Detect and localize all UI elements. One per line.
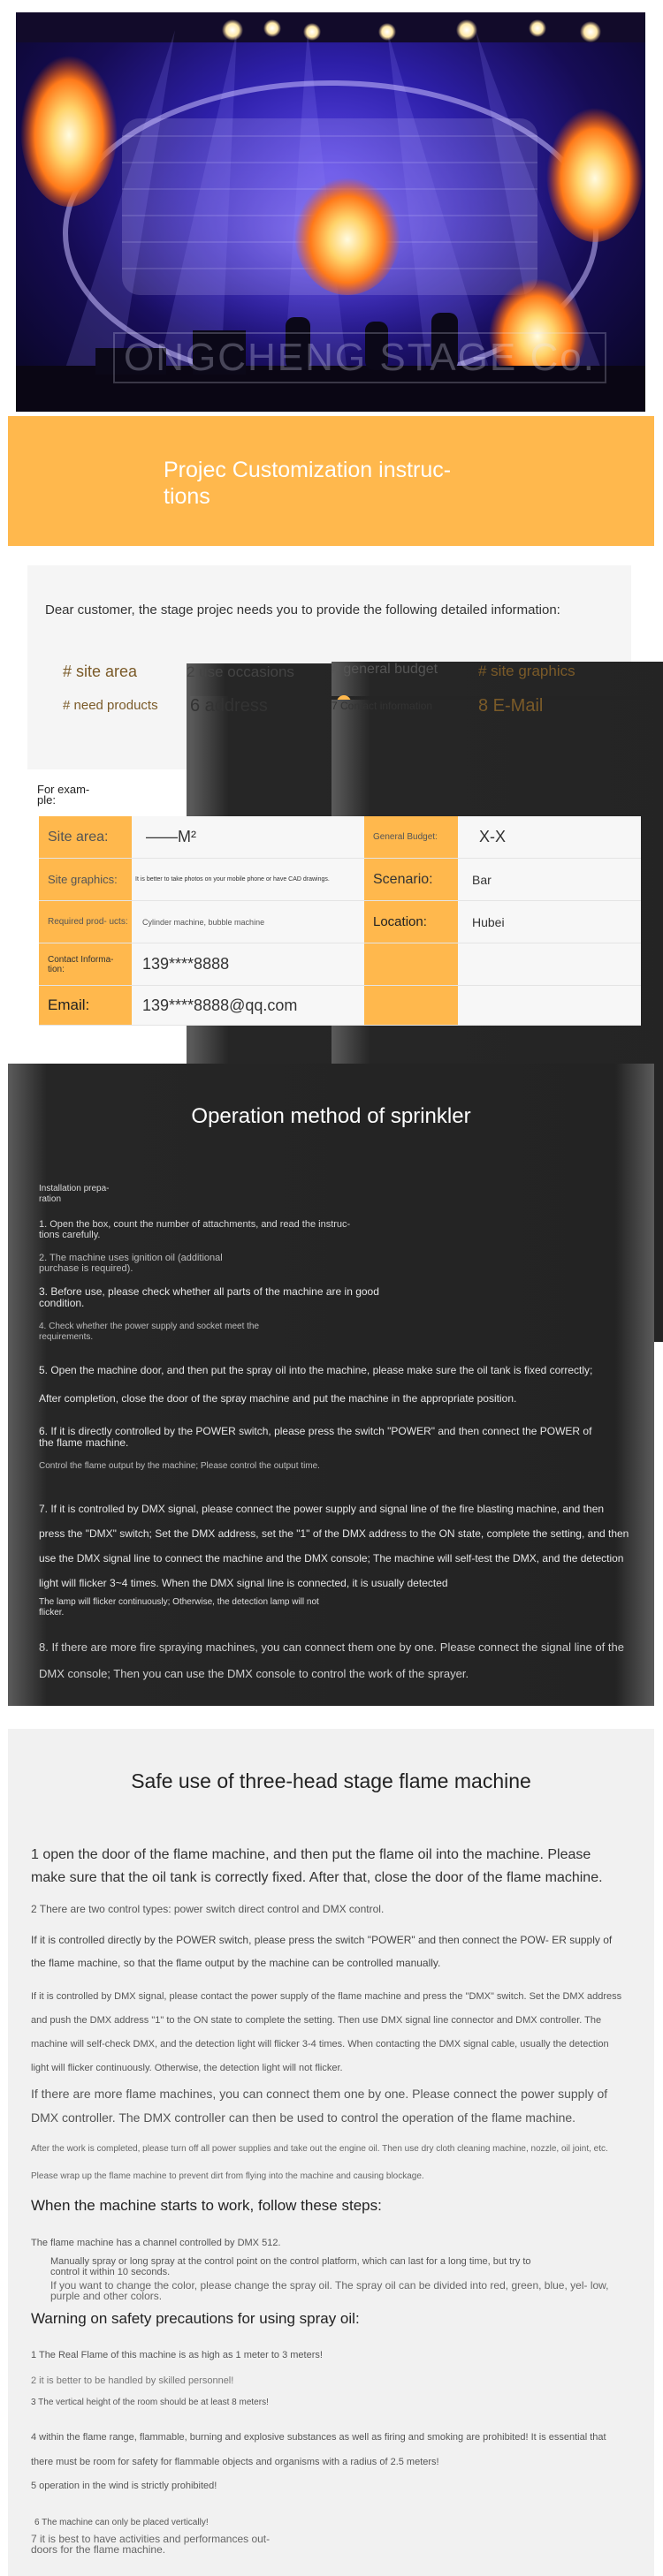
table-value-empty-2 bbox=[458, 986, 641, 1026]
safe-line-12: 2 it is better to be handled by skilled personnel! bbox=[31, 2375, 234, 2386]
safe-line-11: 1 The Real Flame of this machine is as high as 1 meter to 3 meters! bbox=[31, 2350, 323, 2360]
safe-line-15: 5 operation in the wind is strictly prohibited! bbox=[31, 2481, 217, 2491]
table-value-location: Hubei bbox=[458, 901, 641, 943]
req-general-budget: # general budget bbox=[332, 662, 663, 1304]
operation-section bbox=[8, 1064, 654, 1706]
operation-line-2: 2. The machine uses ignition oil (additional purchase is required). bbox=[39, 1253, 223, 1274]
operation-line-9: 7. If it is controlled by DMX signal, please connect the power supply and signal line of the fire blasting machine, and then press the "DMX" switch; Set the DMX address, set the "1" of the DMX address to the ON state, complete the setting, and then use the DMX signal line to connect the machine and the DMX console; The machine will self-test the DMX, and the detection light will flicker 3~4 times. When the DMX signal line is connected, it is usually detected bbox=[39, 1503, 629, 1589]
table-value-scenario: Bar bbox=[458, 859, 641, 901]
safe-line-3: If it is controlled by DMX signal, please contact the power supply of the flame machine and press the "DMX" switch. Set the DMX address and push the DMX address "1" to the ON state to complete the setting. Then use DMX signal line connector and DMX controller. The machine will self-check DMX, and the detection light will flicker 3-4 times. When contacting the DMX signal cable, usually the detection light will flicker continuously. Otherwise, the detection light will not flicker. bbox=[31, 1991, 622, 2073]
safe-use-title: Safe use of three-head stage flame machine bbox=[131, 1769, 531, 1792]
table-label-email: Email: bbox=[39, 986, 132, 1026]
table-value-contact: 139****8888 bbox=[132, 943, 364, 986]
safe-line-0: 1 open the door of the flame machine, and then put the flame oil into the machine. Please make sure that the oil tank is correctly fixed. After that, close the door of the flame machine. bbox=[31, 1847, 603, 1885]
operation-line-7: 6. If it is directly controlled by the POWER switch, please press the switch "POWER" and then connect the POWER of the flame machine. bbox=[39, 1425, 592, 1449]
table-label-empty-1 bbox=[364, 943, 458, 986]
table-label-site-area: Site area: bbox=[39, 816, 132, 859]
safe-line-13: 3 The vertical height of the room should be at least 8 meters! bbox=[31, 2398, 269, 2407]
operation-title: Operation method of sprinkler bbox=[191, 1104, 471, 1128]
req-address: 6 address bbox=[190, 696, 663, 1338]
operation-line-10: The lamp will flicker continuously; Otherwise, the detection lamp will not flicker. bbox=[39, 1597, 319, 1618]
requirements-box bbox=[27, 565, 631, 769]
operation-line-8: Control the flame output by the machine; Please control the output time. bbox=[39, 1461, 320, 1471]
safe-use-section bbox=[8, 1729, 654, 2576]
safe-line-5: After the work is completed, please turn off all power supplies and take out the engine oil. Then use dry cloth cleaning machine, nozzle, oil joint, etc. Please wrap up the flame machine to prevent dirt from flying into the machine and causing blockage. bbox=[31, 2144, 608, 2181]
table-label-empty-2 bbox=[364, 986, 458, 1026]
table-value-general-budget: X-X bbox=[458, 816, 641, 859]
operation-line-4: 4. Check whether the power supply and socket meet the requirements. bbox=[39, 1322, 260, 1342]
banner-title: Projec Customization instruc- tions bbox=[164, 458, 452, 509]
table-value-site-area: ——M² bbox=[132, 816, 364, 859]
safe-subheading-steps: When the machine starts to work, follow these steps: bbox=[31, 2197, 382, 2214]
safe-line-9: If you want to change the color, please change the spray oil. The spray oil can be divided into red, green, blue, yel- low, purple and other colors. bbox=[50, 2279, 609, 2302]
safe-line-7: The flame machine has a channel controlled by DMX 512. bbox=[31, 2238, 281, 2248]
operation-line-3: 3. Before use, please check whether all parts of the machine are in good condition. bbox=[39, 1285, 379, 1309]
hero-stage-photo bbox=[16, 12, 645, 412]
watermark-logo: ONGCHENG STAGE Co. bbox=[113, 332, 606, 383]
table-value-required-products: Cylinder machine, bubble machine bbox=[132, 901, 364, 943]
operation-line-0: Installation prepa- ration bbox=[39, 1184, 110, 1204]
operation-line-6: After completion, close the door of the spray machine and put the machine in the appropriate position. bbox=[39, 1392, 517, 1405]
table-label-site-graphics: Site graphics: bbox=[39, 859, 132, 901]
operation-line-5: 5. Open the machine door, and then put the spray oil into the machine, please make sure the oil tank is fixed correctly; bbox=[39, 1364, 593, 1376]
table-value-empty-1 bbox=[458, 943, 641, 986]
safe-line-16: 6 The machine can only be placed vertically! bbox=[34, 2518, 209, 2527]
req-contact-info: 7 Contact information bbox=[332, 700, 663, 1342]
req-email: 8 E-Mail bbox=[478, 696, 544, 716]
req-site-area: # site area bbox=[63, 663, 138, 680]
operation-line-1: 1. Open the box, count the number of attachments, and read the instruc- tions carefully. bbox=[39, 1219, 351, 1240]
req-site-graphics: # site graphics bbox=[478, 663, 575, 679]
customization-banner bbox=[8, 416, 654, 546]
table-label-location: Location: bbox=[364, 901, 458, 943]
safe-line-8: Manually spray or long spray at the control point on the control platform, which can last for a long time, but try to control it within 10 seconds. bbox=[50, 2256, 531, 2277]
intro-text: Dear customer, the stage projec needs you to provide the following detailed information: bbox=[45, 602, 560, 617]
safe-line-4: If there are more flame machines, you can connect them one by one. Please connect the power supply of DMX controller. The DMX controller can then be used to control the operation of the flame machine. bbox=[31, 2087, 608, 2125]
example-label: For exam- ple: bbox=[37, 783, 90, 807]
safe-line-2: If it is controlled directly by the POWER switch, please press the switch "POWER" and then connect the POW- ER supply of the flame machine, so that the flame output by the machine can be controlled manually. bbox=[31, 1934, 613, 1969]
operation-line-11: 8. If there are more fire spraying machines, you can connect them one by one. Please connect the signal line of the DMX console; Then you can use the DMX console to control the work of the sprayer. bbox=[39, 1640, 624, 1680]
table-label-scenario: Scenario: bbox=[364, 859, 458, 901]
safe-line-14: 4 within the flame range, flammable, burning and explosive substances as well as firing and smoking are prohibited! It is essential that there must be room for safety for flammable objects and organisms with a radius of 2.5 meters! bbox=[31, 2432, 606, 2467]
req-use-occasions: 2 use occasions bbox=[187, 663, 663, 1306]
table-value-site-graphics: It is better to take photos on your mobile phone or have CAD drawings. bbox=[132, 859, 364, 901]
req-need-products: # need products bbox=[63, 698, 158, 713]
safe-line-17: 7 it is best to have activities and performances out- doors for the flame machine. bbox=[31, 2533, 271, 2556]
table-value-email: 139****8888@qq.com bbox=[132, 986, 364, 1026]
safe-subheading-warning: Warning on safety precautions for using spray oil: bbox=[31, 2310, 360, 2327]
table-label-general-budget: General Budget: bbox=[364, 816, 458, 859]
table-label-required-products: Required prod- ucts: bbox=[39, 901, 132, 943]
table-label-contact: Contact Informa- tion: bbox=[39, 943, 132, 986]
safe-line-1: 2 There are two control types: power switch direct control and DMX control. bbox=[31, 1903, 385, 1915]
example-table bbox=[39, 816, 641, 1026]
